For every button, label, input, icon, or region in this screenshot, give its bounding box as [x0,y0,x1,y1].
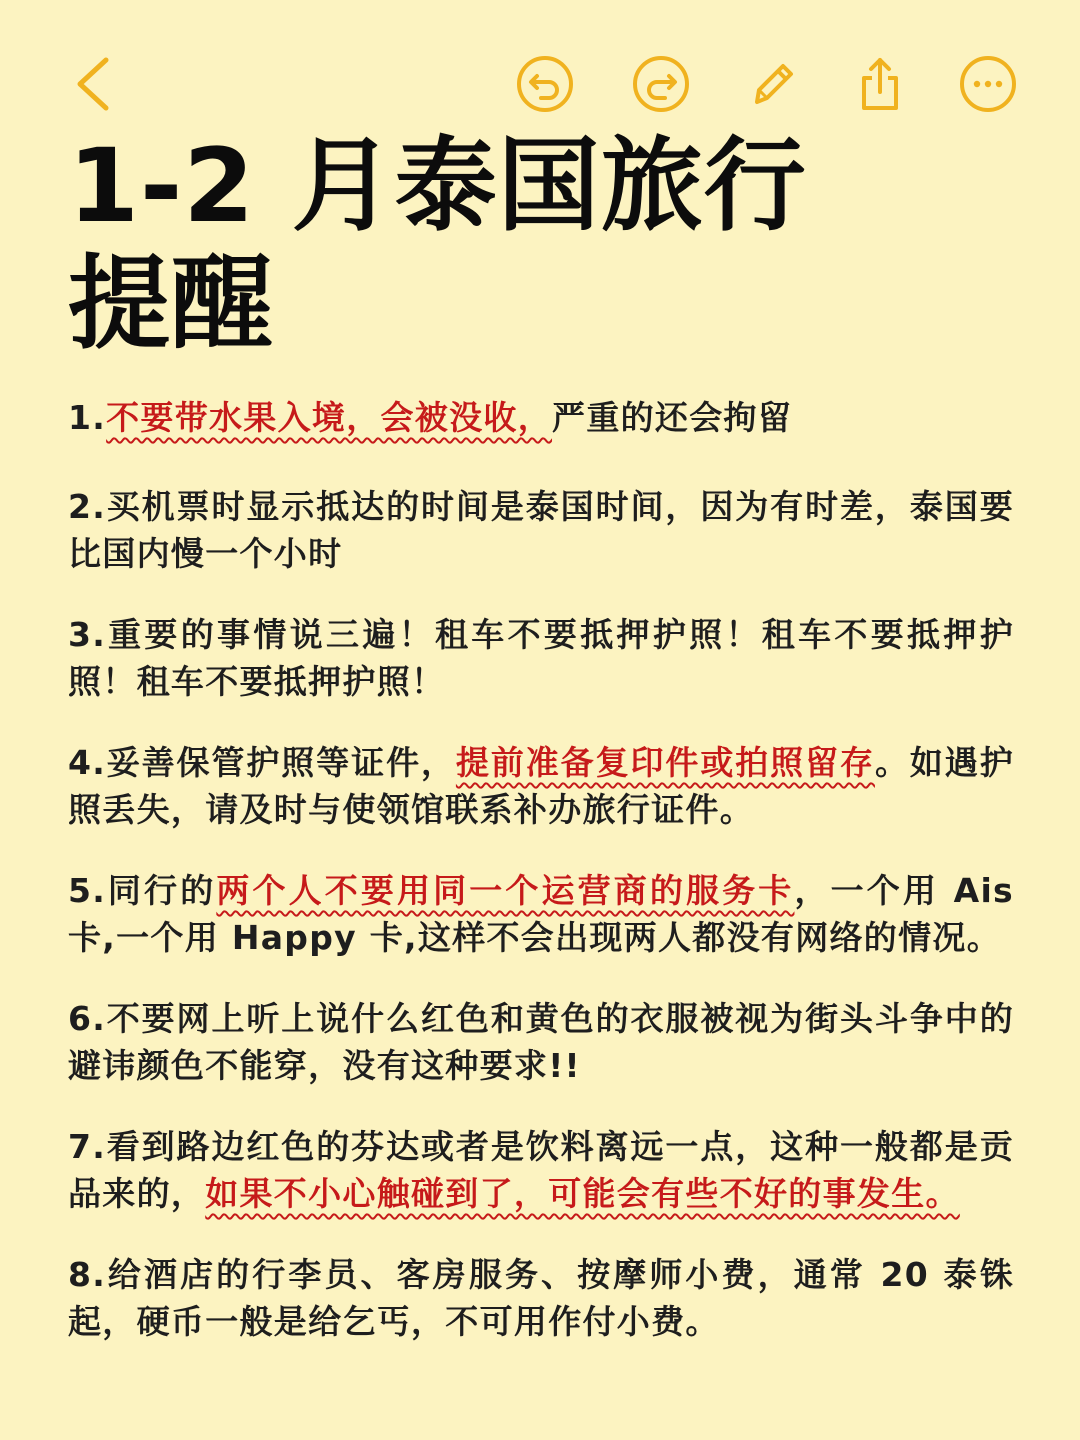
title-line-1: 1-2 月泰国旅行 [68,127,807,246]
tip-item-7 [68,1123,1014,1217]
tip-item-3 [68,611,1014,705]
more-icon [958,54,1018,114]
tip-item-5 [68,867,1014,961]
tip-highlight: 提前准备复印件或拍照留存 [455,743,875,782]
tip-text: 1. [68,398,107,437]
tip-text: 6.不要网上听上说什么红色和黄色的衣服被视为街头斗争中的避讳颜色不能穿，没有这种要求!! [68,999,1014,1085]
back-button[interactable] [52,44,132,124]
tip-item-1 [68,394,1014,441]
more-button[interactable] [948,44,1028,124]
title-line-2: 提醒 [68,245,274,364]
tip-highlight: 如果不小心触碰到了，可能会有些不好的事发生。 [205,1174,960,1213]
tip-text: 4.妥善保管护照等证件， [68,743,456,782]
edit-button[interactable] [733,44,813,124]
tip-text: 。如遇护照丢失，请及时与使领馆联系补办旅行证件。 [68,743,1014,829]
tip-highlight: 不要带水果入境，会被没收， [106,398,553,437]
redo-button[interactable] [621,44,701,124]
undo-button[interactable] [505,44,585,124]
share-icon [850,54,910,114]
tip-item-8 [68,1251,1014,1345]
tip-item-4 [68,739,1014,833]
tip-text: 2.买机票时显示抵达的时间是泰国时间，因为有时差，泰国要比国内慢一个小时 [68,487,1014,573]
tip-text: 5.同行的 [68,871,217,910]
tip-highlight: 两个人不要用同一个运营商的服务卡 [216,871,795,910]
tip-text: 7.看到路边红色的芬达或者是饮料离远一点，这种一般都是贡品来的， [68,1127,1014,1213]
redo-icon [631,54,691,114]
tip-text: 8.给酒店的行李员、客房服务、按摩师小费，通常 20 泰铢起，硬币一般是给乞丐，不可用作付小费。 [68,1255,1014,1341]
tip-item-2 [68,483,1014,577]
pencil-icon [743,54,803,114]
tip-text: 严重的还会拘留 [552,398,793,437]
tip-item-6 [68,995,1014,1089]
tip-text: ，一个用 Ais 卡,一个用 Happy 卡,这样不会出现两人都没有网络的情况。 [68,871,1014,957]
tip-text: 3.重要的事情说三遍！租车不要抵押护照！租车不要抵押护照！租车不要抵押护照！ [68,615,1014,701]
note-toolbar [0,44,1080,124]
back-chevron-icon [68,54,116,114]
undo-icon [515,54,575,114]
share-button[interactable] [840,44,920,124]
tips-list [68,394,1014,1379]
note-title [68,128,1028,364]
